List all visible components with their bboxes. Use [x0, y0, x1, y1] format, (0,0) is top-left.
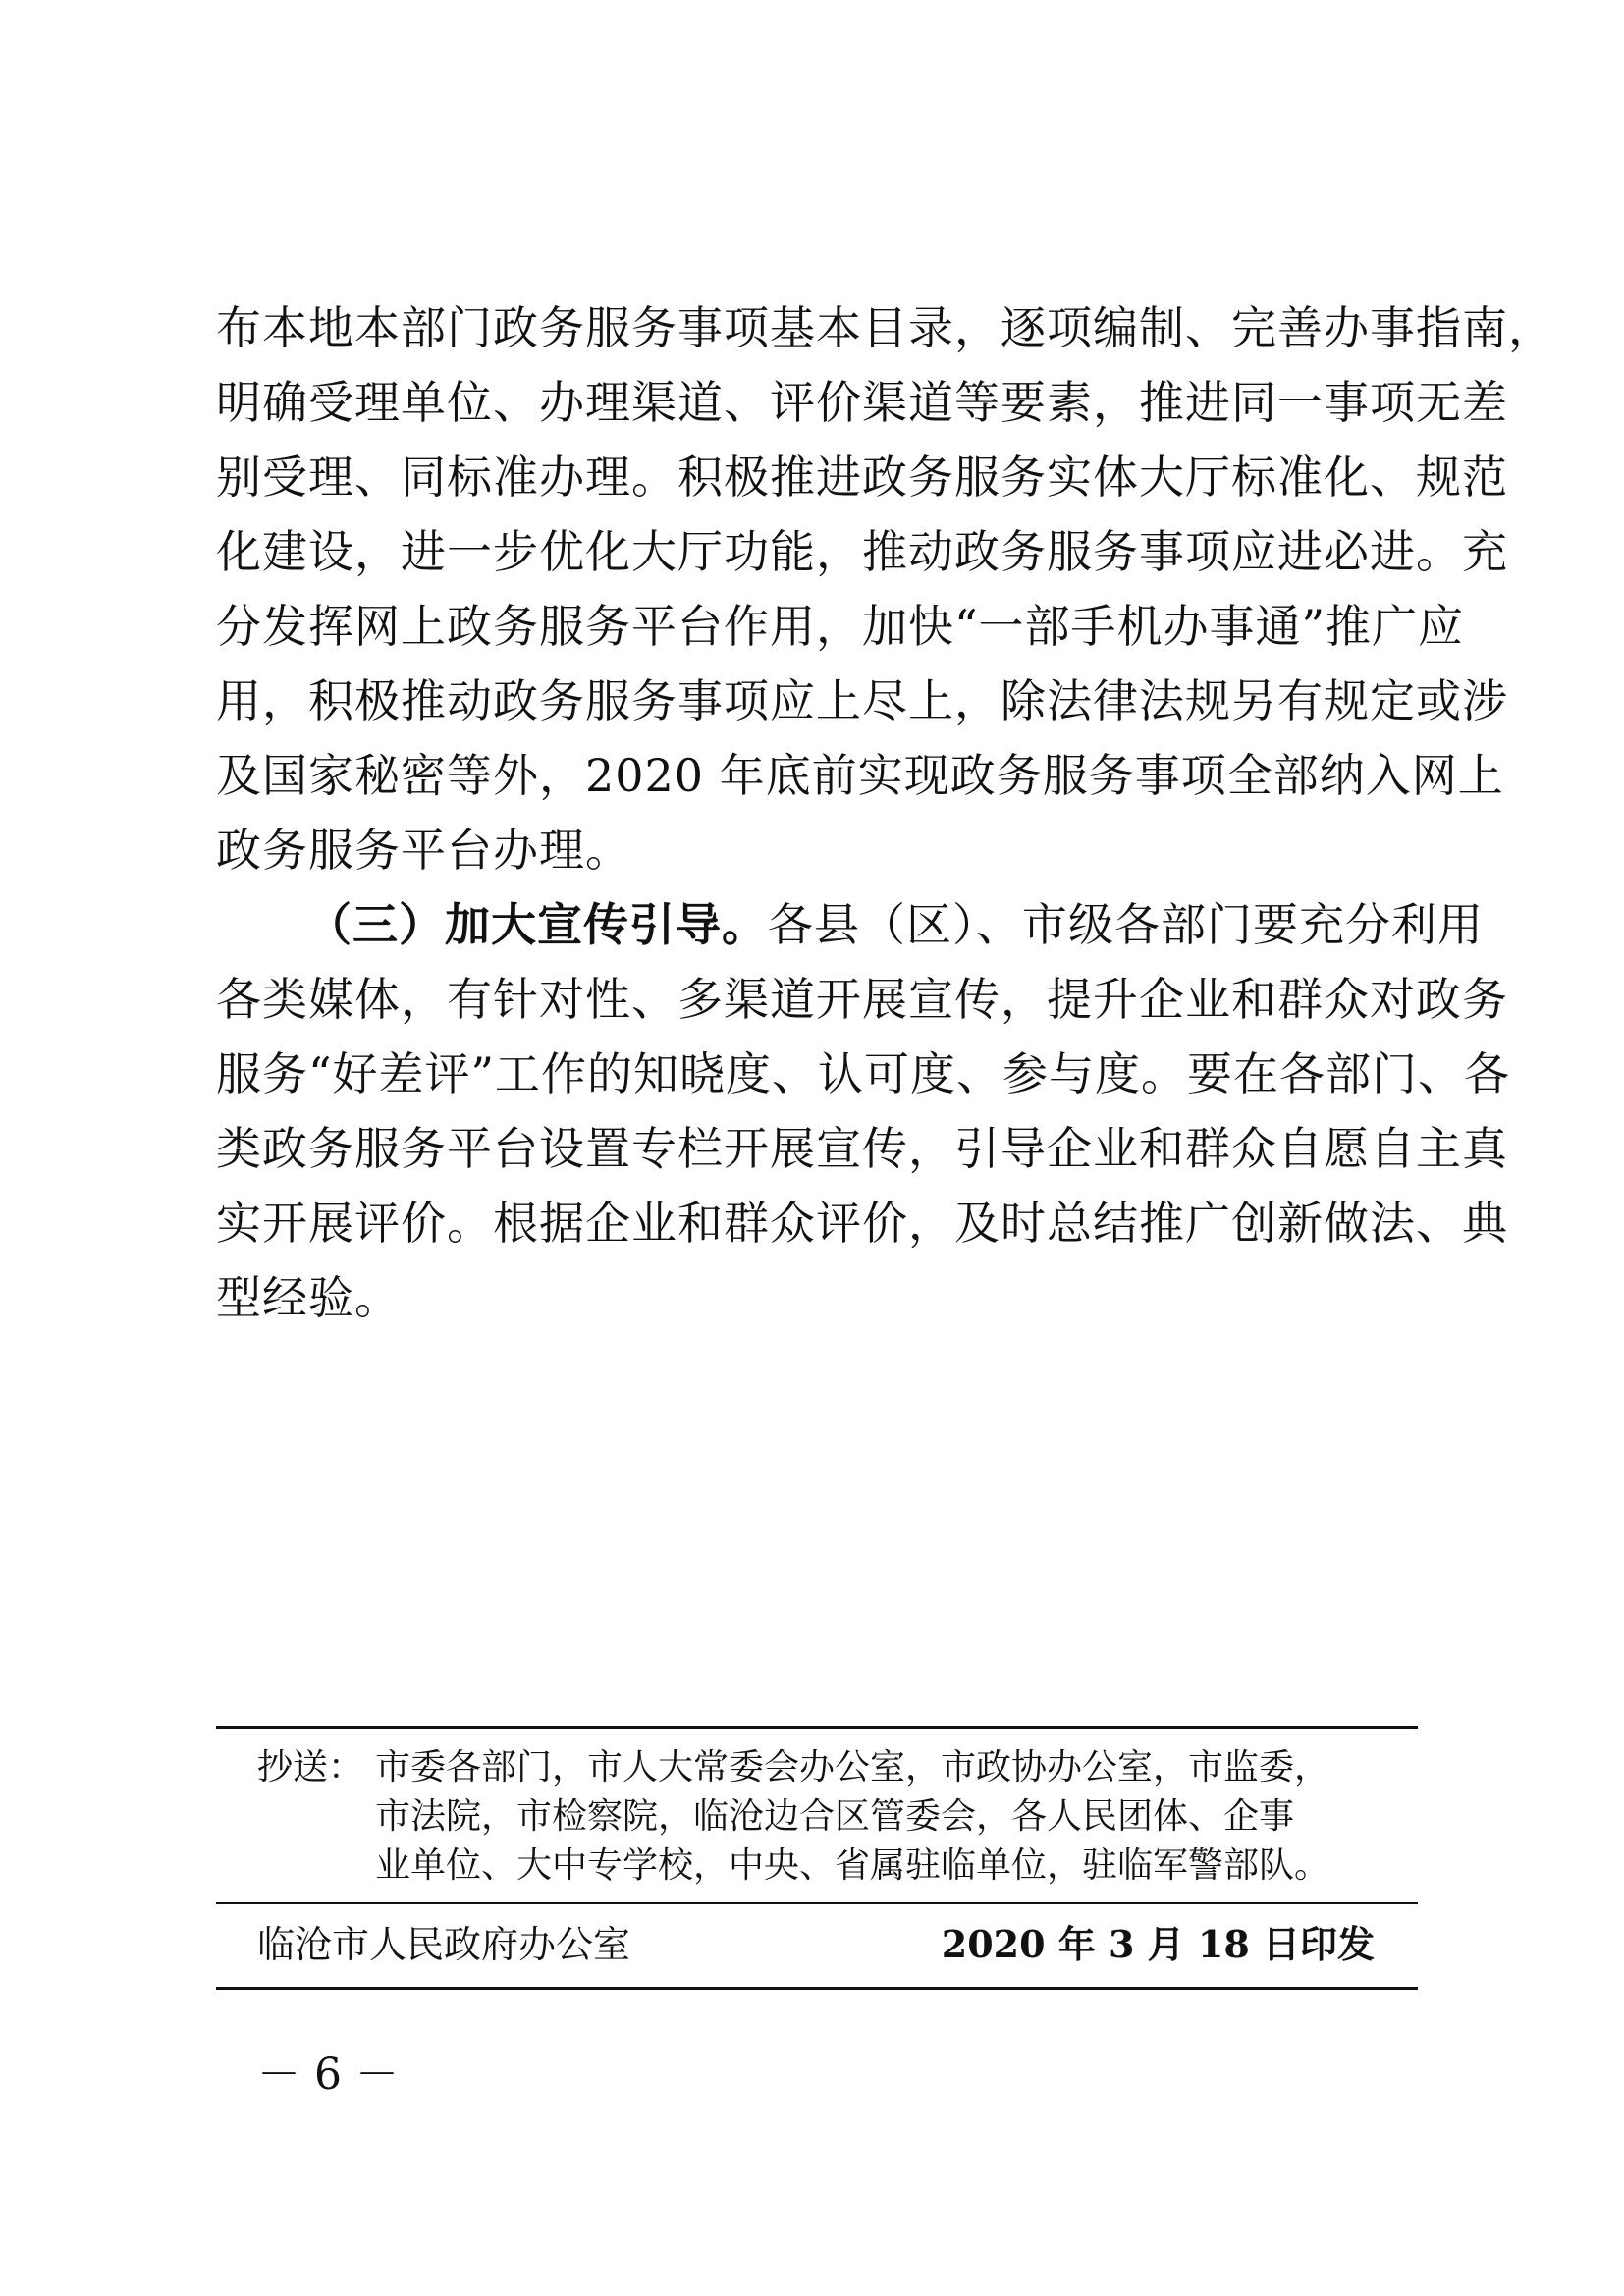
cc-recipients-1: 市委各部门，市人大常委会办公室，市政协办公室，市监委， — [375, 1747, 1330, 1788]
divider-bottom — [216, 1987, 1418, 1990]
divider-middle — [216, 1902, 1418, 1904]
issuer: 临沧市人民政府办公室 — [257, 1923, 631, 1966]
paragraph-2-line: 型经验。 — [216, 1271, 401, 1324]
paragraph-1-line: 分发挥网上政务服务平台作用，加快“一部手机办事通”推广应 — [216, 600, 1465, 653]
paragraph-1 — [216, 291, 1554, 887]
paragraph-1-line: 别受理、同标准办理。积极推进政务服务实体大厅标准化、规范 — [216, 451, 1508, 504]
section-heading: （三）加大宣传引导。 — [306, 898, 768, 951]
page-number: － 6 － — [257, 2050, 399, 2100]
paragraph-1-line: 政务服务平台办理。 — [216, 824, 631, 877]
divider-top — [216, 1726, 1418, 1729]
paragraph-2 — [216, 887, 1511, 1335]
paragraph-2-line: 各类媒体，有针对性、多渠道开展宣传，提升企业和群众对政务 — [216, 973, 1508, 1026]
paragraph-1-line: 及国家秘密等外，2020 年底前实现政务服务事项全部纳入网上 — [216, 749, 1504, 802]
paragraph-2-first-line-text: 各县（区）、市级各部门要充分利用 — [768, 898, 1484, 951]
cc-label: 抄送： — [257, 1747, 364, 1788]
paragraph-2-first-line — [216, 887, 1484, 962]
paragraph-2-line: 实开展评价。根据企业和群众评价，及时总结推广创新做法、典 — [216, 1197, 1508, 1250]
paragraph-1-line: 明确受理单位、办理渠道、评价渠道等要素，推进同一事项无差 — [216, 376, 1508, 429]
cc-recipients-3: 业单位、大中专学校，中央、省属驻临单位，驻临军警部队。 — [375, 1845, 1330, 1886]
cc-list — [257, 1743, 1396, 1891]
paragraph-1-line: 布本地本部门政务服务事项基本目录，逐项编制、完善办事指南， — [216, 301, 1554, 354]
issue-date: 2020 年 3 月 18 日印发 — [941, 1922, 1375, 1966]
cc-recipients-2: 市法院，市检察院，临沧边合区管委会，各人民团体、企事 — [375, 1796, 1295, 1837]
paragraph-1-line: 化建设，进一步优化大厅功能，推动政务服务事项应进必进。充 — [216, 525, 1508, 578]
paragraph-1-line: 用，积极推动政务服务事项应上尽上，除法律法规另有规定或涉 — [216, 674, 1508, 727]
paragraph-2-line: 服务“好差评”工作的知晓度、认可度、参与度。要在各部门、各 — [216, 1047, 1511, 1100]
paragraph-2-line: 类政务服务平台设置专栏开展宣传，引导企业和群众自愿自主真 — [216, 1122, 1508, 1175]
cc-line-1 — [257, 1743, 1396, 1792]
